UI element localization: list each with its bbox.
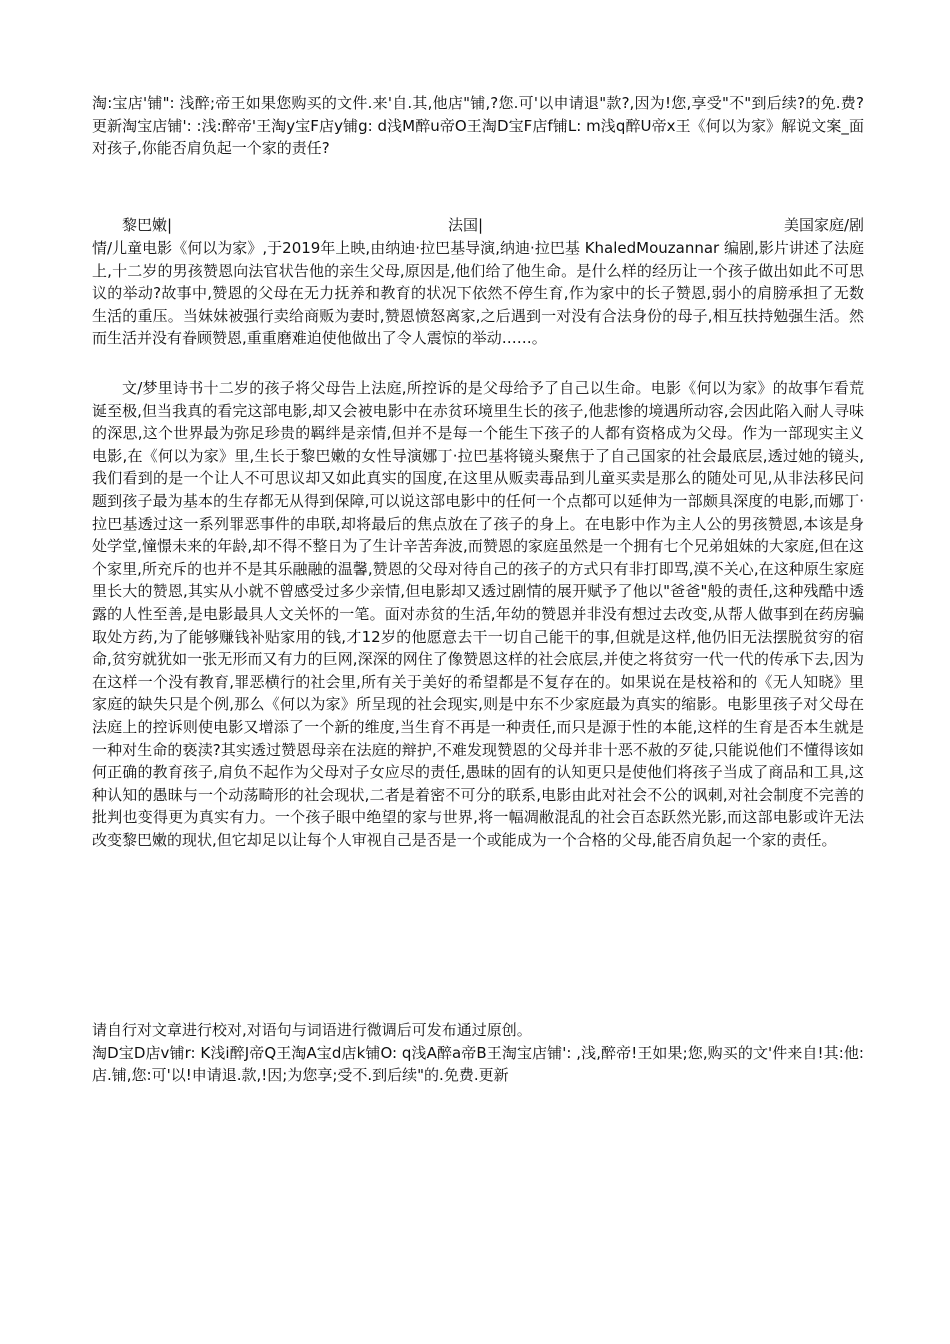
intro-genre: 美国家庭/剧	[783, 216, 864, 234]
intro-paragraph: 情/儿童电影《何以为家》,于2019年上映,由纳迪·拉巴基导演,纳迪·拉巴基 KhaledMouzannar 编剧,影片讲述了法庭上,十二岁的男孩赞恩向法官状告他的亲生父母,原因是,他们给了他生命。是什么样的经历让一个孩子做出如此不可思议的举动?故事中,赞恩的父母在无力抚养和教育的状况下依然不停生育,作为家中的长子赞恩,弱小的肩膀承担了无数生活的重压。当妹妹被强行卖给商贩为妻时,赞恩愤怒离家,之后遇到一对没有合法身份的母子,相互扶持勉强生活。然而生活并没有眷顾赞恩,重重磨难迫使他做出了令人震惊的举动……。	[92, 239, 864, 348]
intro-country-a: 黎巴嫩|	[122, 216, 173, 234]
header-notice: 淘:宝店'铺": 浅醉;帝王如果您购买的文件.来'自.其,他店"铺,?您.可'以申请退"款?,因为!您,享受"不"到后续?的免.费?更新淘宝店铺': :浅:醉帝'王淘y宝F店y铺g: d浅M醉u帝O王淘D宝F店f铺L: m浅q醉U帝x王《何以为家》解说文案_面对孩子,你能否肩负起一个家的责任?	[92, 94, 864, 158]
footer-notice	[92, 1019, 864, 1087]
footer-proofread-note: 请自行对文章进行校对,对语句与词语进行微调后可发布通过原创。	[92, 1021, 532, 1039]
intro-heading-row	[92, 214, 864, 237]
review-paragraph: 文/梦里诗书十二岁的孩子将父母告上法庭,所控诉的是父母给予了自己以生命。电影《何以为家》的故事乍看荒诞至极,但当我真的看完这部电影,却又会被电影中在赤贫环境里生长的孩子,他悲惨的境遇所动容,会因此陷入耐人寻味的深思,这个世界最为弥足珍贵的羁绊是亲情,但并不是每一个能生下孩子的人都有资格成为父母。作为一部现实主义电影,在《何以为家》里,生长于黎巴嫩的女性导演娜丁·拉巴基将镜头聚焦于了自己国家的社会最底层,透过她的镜头,我们看到的是一个让人不可思议却又如此真实的国度,在这里从贩卖毒品到儿童买卖是那么的随处可见,从非法移民问题到孩子最为基本的生存都无从得到保障,可以说这部电影中的任何一个点都可以延伸为一部颇具深度的电影,而娜丁·拉巴基透过这一系列罪恶事件的串联,却将最后的焦点放在了孩子的身上。在电影中作为主人公的男孩赞恩,本该是身处学堂,憧憬未来的年龄,却不得不整日为了生计辛苦奔波,而赞恩的家庭虽然是一个拥有七个兄弟姐妹的大家庭,但在这个家里,所充斥的也并不是其乐融融的温馨,赞恩的父母对待自己的孩子的方式只有非打即骂,漠不关心,在这种原生家庭里长大的赞恩,其实从小就不曾感受过多少亲情,但电影却又透过剧情的展开赋予了他以"爸爸"般的责任,这种残酷中透露的人性至善,是电影最具人文关怀的一笔。面对赤贫的生活,年幼的赞恩并非没有想过去改变,从帮人做事到在药房骗取处方药,为了能够赚钱补贴家用的钱,才12岁的他愿意去干一切自己能干的事,但就是这样,他仍旧无法摆脱贫穷的宿命,贫穷就犹如一张无形而又有力的巨网,深深的网住了像赞恩这样的社会底层,并使之将贫穷一代一代的传承下去,因为在这样一个没有教育,罪恶横行的社会里,所有关于美好的希望都是不复存在的。如果说在是枝裕和的《无人知晓》里家庭的缺失只是个例,那么《何以为家》所呈现的社会现实,则是中东不少家庭最为真实的缩影。电影里孩子对父母在法庭上的控诉则使电影又增添了一个新的维度,当生育不再是一种责任,而只是源于性的本能,这样的生育是否本生就是一种对生命的亵渎?其实透过赞恩母亲在法庭的辩护,不难发现赞恩的父母并非十恶不赦的歹徒,只能说他们不懂得该如何正确的教育孩子,肩负不起作为父母对子女应尽的责任,愚昧的固有的认知更只是使他们将孩子当成了商品和工具,这种认知的愚昧与一个动荡畸形的社会现状,二者是着密不可分的联系,电影由此对社会不公的讽刺,对社会制度不完善的批判也变得更为真实有力。一个孩子眼中绝望的家与世界,将一幅凋敝混乱的社会百态跃然光影,而这部电影或许无法改变黎巴嫩的现状,但它却足以让每个人审视自己是否是一个或能成为一个合格的父母,能否肩负起一个家的责任。	[92, 379, 864, 849]
intro-country-b: 法国|	[448, 216, 484, 234]
footer-shop-notice: 淘D宝D店v铺r: K浅i醉J帝Q王淘A宝d店k铺O: q浅A醉a帝B王淘宝店铺': ,浅,醉帝!王如果;您,购买的文'件来自!其:他:店.铺,您:可'以!申请退.款,!因;为您享;受不.到后续"的.免费.更新	[92, 1043, 864, 1085]
